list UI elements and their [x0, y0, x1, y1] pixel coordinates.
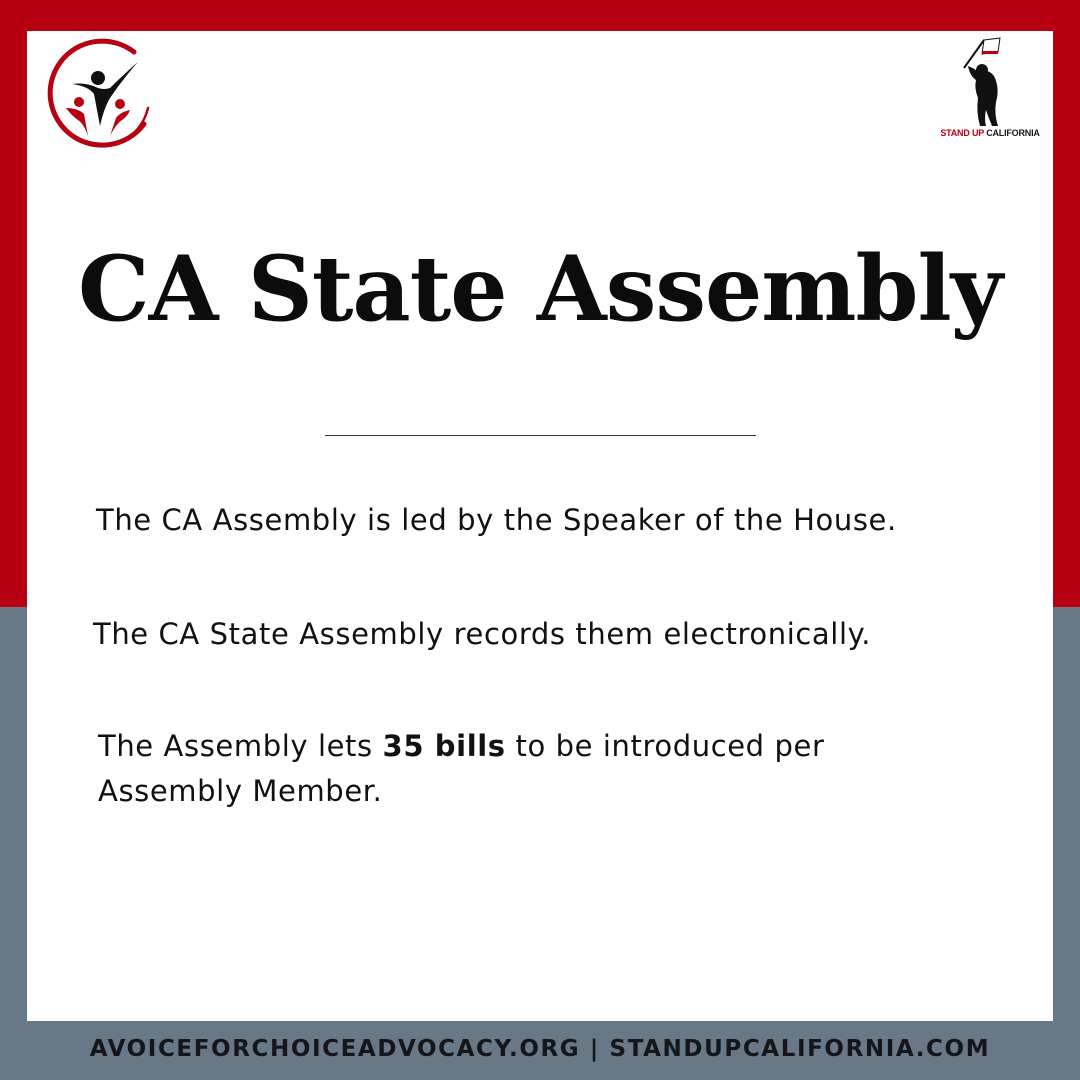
bill-count: 35 bills: [382, 729, 506, 763]
divider: [325, 435, 756, 436]
fact-line-2: The CA State Assembly records them electronically.: [93, 617, 872, 651]
stand-up-california-wordmark: STAND UP CALIFORNIA: [940, 128, 1040, 138]
page-title: CA State Assembly: [78, 236, 1002, 342]
fact-line-3: The Assembly lets 35 bills to be introduced per Assembly Member.: [98, 729, 825, 808]
footer-websites: AVOICEFORCHOICEADVOCACY.ORG | STANDUPCALIFORNIA.COM: [89, 1036, 991, 1062]
fact-line-1: The CA Assembly is led by the Speaker of the House.: [96, 503, 897, 537]
voice-for-choice-logo-icon: [38, 38, 156, 156]
